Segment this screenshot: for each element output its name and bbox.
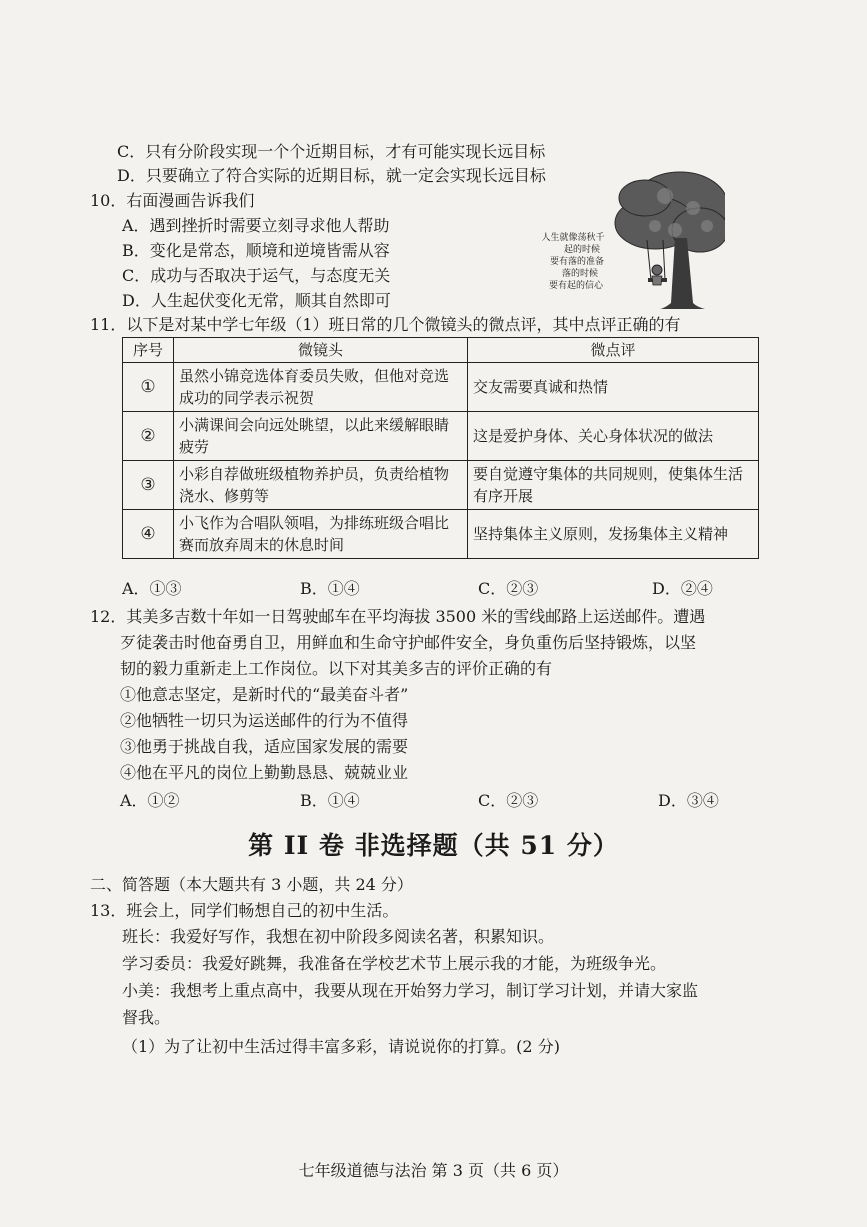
cartoon-line-4: 落的时候 [561,269,598,279]
cartoon-line-3: 要有落的准备 [549,257,604,267]
q11-option-b: B．①④ [300,579,360,598]
page-footer: 七年级道德与法治 第 3 页（共 6 页） [298,1161,569,1180]
q12-option-c: C．②③ [478,791,539,810]
q12-stem-line-3: 韧的毅力重新走上工作岗位。以下对其美多吉的评价正确的有 [120,659,553,678]
q9-option-c: C．只有分阶段实现一个个近期目标，才有可能实现长远目标 [117,142,546,161]
cartoon-line-5: 要有起的信心 [548,281,603,291]
q11-option-d: D．②④ [652,579,713,598]
q12-stem-line-2: 歹徒袭击时他奋勇自卫，用鲜血和生命守护邮件安全，身负重伤后坚持锻炼，以坚 [120,633,697,652]
row-num: ③ [123,461,174,510]
q13-sub-question-1: （1）为了让初中生活过得丰富多彩，请说说你的打算。(2 分) [122,1037,560,1056]
row-scene: 虽然小锦竞选体育委员失败，但他对竞选成功的同学表示祝贺 [174,363,468,412]
q12-option-d: D．③④ [658,791,719,810]
table-row [123,461,759,510]
q12-statement-1: ①他意志坚定，是新时代的“最美奋斗者” [120,685,409,704]
part-heading: 二、简答题（本大题共有 3 小题，共 24 分） [90,875,413,894]
q11-option-a: A．①③ [122,579,182,598]
row-num: ② [123,412,174,461]
header-comment: 微点评 [468,338,759,363]
row-num: ④ [123,510,174,559]
q12-options [0,790,867,812]
row-comment: 要自觉遵守集体的共同规则，使集体生活有序开展 [468,461,759,510]
row-comment: 这是爱护身体、关心身体状况的做法 [468,412,759,461]
q10-stem: 10．右面漫画告诉我们 [90,191,255,210]
row-scene: 小飞作为合唱队领唱，为排练班级合唱比赛而放弃周末的休息时间 [174,510,468,559]
row-num: ① [123,363,174,412]
q12-statement-3: ③他勇于挑战自我，适应国家发展的需要 [120,737,409,756]
q12-option-a: A．①② [120,791,180,810]
row-comment: 交友需要真诚和热情 [468,363,759,412]
q11-option-c: C．②③ [478,579,539,598]
row-scene: 小满课间会向远处眺望，以此来缓解眼睛疲劳 [174,412,468,461]
cartoon-caption [517,232,629,292]
table-row [123,412,759,461]
q10-option-c: C．成功与否取决于运气，与态度无关 [122,266,391,285]
cartoon-line-1: 人生就像荡秋千 [541,233,605,243]
q13-speech-3-line-2: 督我。 [122,1008,171,1027]
q12-stem-line-1: 12．其美多吉数十年如一日驾驶邮车在平均海拔 3500 米的雪线邮路上运送邮件。遭遇 [90,607,706,626]
q11-stem: 11．以下是对某中学七年级（1）班日常的几个微镜头的微点评，其中点评正确的有 [90,315,681,334]
q12-statement-2: ②他牺牲一切只为运送邮件的行为不值得 [120,711,409,730]
q13-stem: 13．班会上，同学们畅想自己的初中生活。 [90,901,399,920]
table-row [123,510,759,559]
q11-options [0,578,867,600]
q13-speech-1: 班长：我爱好写作，我想在初中阶段多阅读名著，积累知识。 [122,927,555,946]
q12-option-b: B．①④ [300,791,360,810]
table-header-row [123,338,759,363]
q10-option-b: B．变化是常态，顺境和逆境皆需从容 [122,241,390,260]
header-scene: 微镜头 [174,338,468,363]
section-title: 第 II 卷 非选择题（共 51 分） [248,831,619,860]
q9-option-d: D．只要确立了符合实际的近期目标，就一定会实现长远目标 [117,166,546,185]
table-row [123,363,759,412]
row-scene: 小彩自荐做班级植物养护员，负责给植物浇水、修剪等 [174,461,468,510]
header-num: 序号 [123,338,174,363]
row-comment: 坚持集体主义原则，发扬集体主义精神 [468,510,759,559]
q13-speech-2: 学习委员：我爱好跳舞，我准备在学校艺术节上展示我的才能，为班级争光。 [122,954,667,973]
q12-statement-4: ④他在平凡的岗位上勤勤恳恳、兢兢业业 [120,763,409,782]
q10-option-d: D．人生起伏变化无常，顺其自然即可 [122,291,391,310]
q10-option-a: A．遇到挫折时需要立刻寻求他人帮助 [122,216,390,235]
cartoon-line-2: 起的时候 [563,245,600,255]
q11-table [122,337,759,559]
q13-speech-3-line-1: 小美：我想考上重点高中，我要从现在开始努力学习，制订学习计划，并请大家监 [122,981,699,1000]
